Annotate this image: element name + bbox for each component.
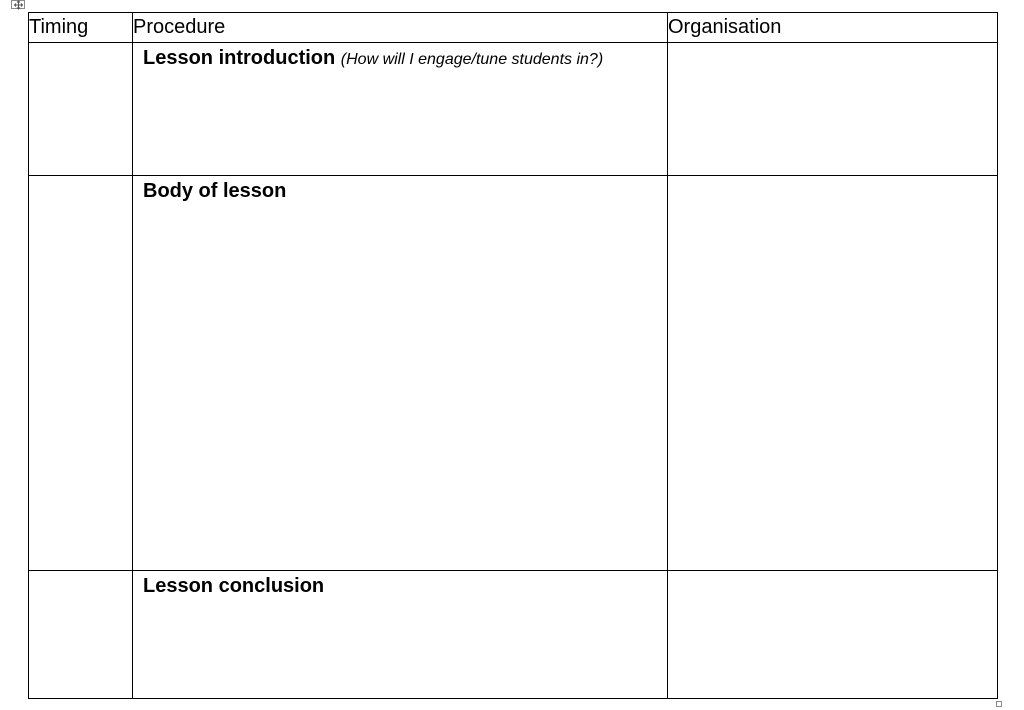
table-row-conclusion [29, 571, 998, 699]
timing-header[interactable]: Timing [29, 13, 133, 43]
lesson-introduction-heading: Lesson introduction [143, 47, 336, 69]
table-move-handle[interactable] [11, 0, 25, 9]
conclusion-organisation-cell[interactable] [668, 571, 998, 699]
intro-timing-cell[interactable] [29, 43, 133, 176]
lesson-introduction-hint: (How will I engage/tune students in?) [340, 51, 604, 68]
procedure-header[interactable]: Procedure [133, 13, 668, 43]
intro-procedure-cell[interactable] [133, 43, 668, 176]
four-way-arrow-icon [13, 0, 24, 10]
body-procedure-cell[interactable] [133, 176, 668, 571]
lesson-conclusion-heading: Lesson conclusion [143, 575, 325, 597]
intro-organisation-cell[interactable] [668, 43, 998, 176]
body-organisation-cell[interactable] [668, 176, 998, 571]
organisation-header[interactable]: Organisation [668, 13, 998, 43]
table-resize-handle[interactable] [996, 701, 1002, 707]
conclusion-procedure-cell[interactable] [133, 571, 668, 699]
body-of-lesson-heading: Body of lesson [143, 180, 287, 202]
table-row-introduction [29, 43, 998, 176]
table-row-body [29, 176, 998, 571]
body-timing-cell[interactable] [29, 176, 133, 571]
conclusion-timing-cell[interactable] [29, 571, 133, 699]
table-header-row [29, 13, 998, 43]
lesson-plan-table [28, 12, 998, 699]
